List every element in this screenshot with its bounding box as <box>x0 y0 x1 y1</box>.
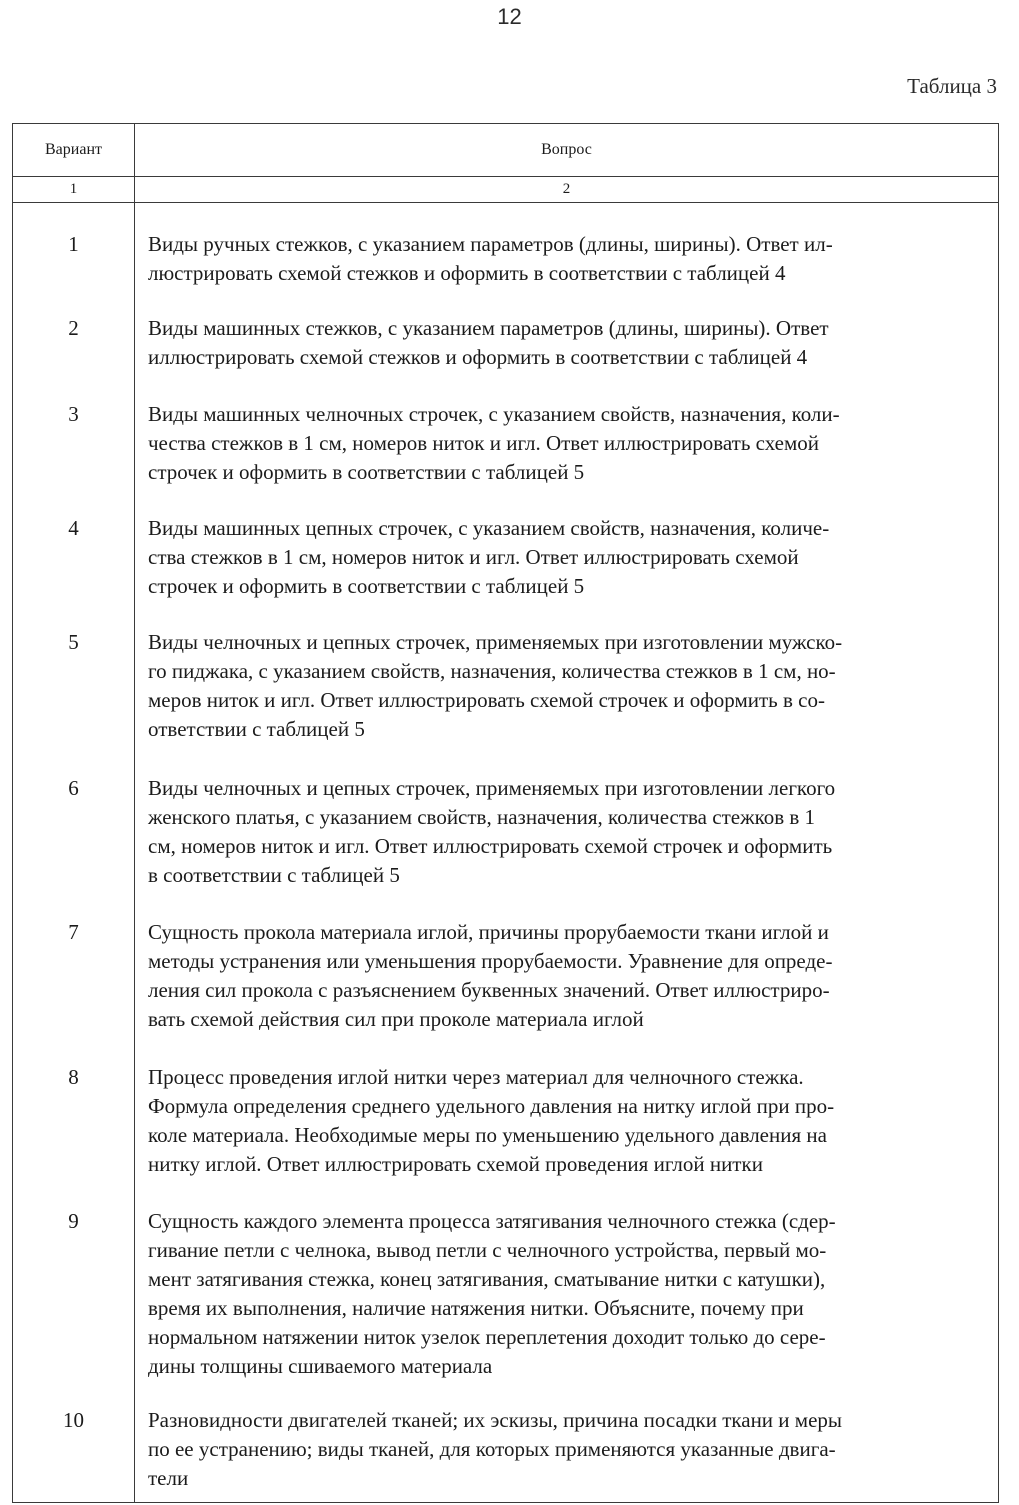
question-text-line: Сущность прокола материала иглой, причины прорубаемости ткани иглой и <box>148 920 829 944</box>
question-text-line: строчек и оформить в соответствии с таблицей 5 <box>148 460 585 484</box>
question-text-line: Виды машинных челночных строчек, с указанием свойств, назначения, коли- <box>148 402 840 426</box>
question-text-line: ответствии с таблицей 5 <box>148 717 365 741</box>
variant-number: 5 <box>68 630 79 654</box>
column-number-1: 1 <box>69 180 78 197</box>
variant-number: 4 <box>68 516 79 540</box>
table-header-row <box>13 124 998 177</box>
question-text-line: строчек и оформить в соответствии с таблицей 5 <box>148 574 585 598</box>
question-text-line: Виды машинных стежков, с указанием параметров (длины, ширины). Ответ <box>148 316 829 340</box>
variant-number: 10 <box>63 1408 84 1432</box>
question-text-line: вать схемой действия сил при проколе материала иглой <box>148 1007 644 1031</box>
column-number-row <box>13 176 998 203</box>
question-text-line: женского платья, с указанием свойств, назначения, количества стежков в 1 <box>148 805 816 829</box>
question-text-line: Виды челночных и цепных строчек, применяемых при изготовлении мужско- <box>148 630 843 654</box>
variant-number: 8 <box>68 1065 79 1089</box>
question-text-line: мент затягивания стежка, конец затягивания, сматывание нитки с катушки), <box>148 1267 826 1291</box>
question-text-line: ства стежков в 1 см, номеров ниток и игл. Ответ иллюстрировать схемой <box>148 545 799 569</box>
variant-number: 6 <box>68 776 79 800</box>
question-text-line: нормальном натяжении ниток узелок переплетения доходит только до сере- <box>148 1325 826 1349</box>
questions-table <box>12 123 999 1503</box>
question-text-line: Виды челночных и цепных строчек, применяемых при изготовлении легкого <box>148 776 836 800</box>
question-text-line: время их выполнения, наличие натяжения нитки. Объясните, почему при <box>148 1296 804 1320</box>
variant-number: 7 <box>68 920 79 944</box>
question-text-line: меров ниток и игл. Ответ иллюстрировать схемой строчек и оформить в со- <box>148 688 825 712</box>
column-divider <box>134 124 135 1502</box>
question-text-line: гивание петли с челнока, вывод петли с челночного устройства, первый мо- <box>148 1238 827 1262</box>
column-number-2: 2 <box>562 180 571 197</box>
question-text-line: Формула определения среднего удельного давления на нитку иглой при про- <box>148 1094 835 1118</box>
question-text-line: иллюстрировать схемой стежков и оформить в соответствии с таблицей 4 <box>148 345 808 369</box>
variant-number: 9 <box>68 1209 79 1233</box>
variant-number: 1 <box>68 232 79 256</box>
table-caption: Таблица 3 <box>907 74 997 98</box>
question-text-line: методы устранения или уменьшения прорубаемости. Уравнение для опреде- <box>148 949 833 973</box>
question-text-line: коле материала. Необходимые меры по уменьшению удельного давления на <box>148 1123 827 1147</box>
header-variant: Вариант <box>45 141 102 158</box>
question-text-line: тели <box>148 1466 189 1490</box>
question-text-line: го пиджака, с указанием свойств, назначения, количества стежков в 1 см, но- <box>148 659 836 683</box>
question-text-line: Виды машинных цепных строчек, с указанием свойств, назначения, количе- <box>148 516 830 540</box>
question-text-line: Процесс проведения иглой нитки через материал для челночного стежка. <box>148 1065 804 1089</box>
question-text-line: нитку иглой. Ответ иллюстрировать схемой проведения иглой нитки <box>148 1152 763 1176</box>
question-text-line: Виды ручных стежков, с указанием параметров (длины, ширины). Ответ ил- <box>148 232 833 256</box>
page-number: 12 <box>497 4 522 29</box>
question-text-line: чества стежков в 1 см, номеров ниток и игл. Ответ иллюстрировать схемой <box>148 431 820 455</box>
question-text-line: Разновидности двигателей тканей; их эскизы, причина посадки ткани и меры <box>148 1408 843 1432</box>
question-text-line: по ее устранению; виды тканей, для которых применяются указанные двига- <box>148 1437 836 1461</box>
question-text-line: Сущность каждого элемента процесса затягивания челночного стежка (сдер- <box>148 1209 836 1233</box>
header-question: Вопрос <box>541 141 592 158</box>
variant-number: 3 <box>68 402 79 426</box>
question-text-line: люстрировать схемой стежков и оформить в соответствии с таблицей 4 <box>148 261 786 285</box>
question-text-line: в соответствии с таблицей 5 <box>148 863 400 887</box>
question-text-line: см, номеров ниток и игл. Ответ иллюстрировать схемой строчек и оформить <box>148 834 833 858</box>
question-text-line: ления сил прокола с разъяснением буквенных значений. Ответ иллюстриро- <box>148 978 830 1002</box>
question-text-line: дины толщины сшиваемого материала <box>148 1354 493 1378</box>
variant-number: 2 <box>68 316 79 340</box>
